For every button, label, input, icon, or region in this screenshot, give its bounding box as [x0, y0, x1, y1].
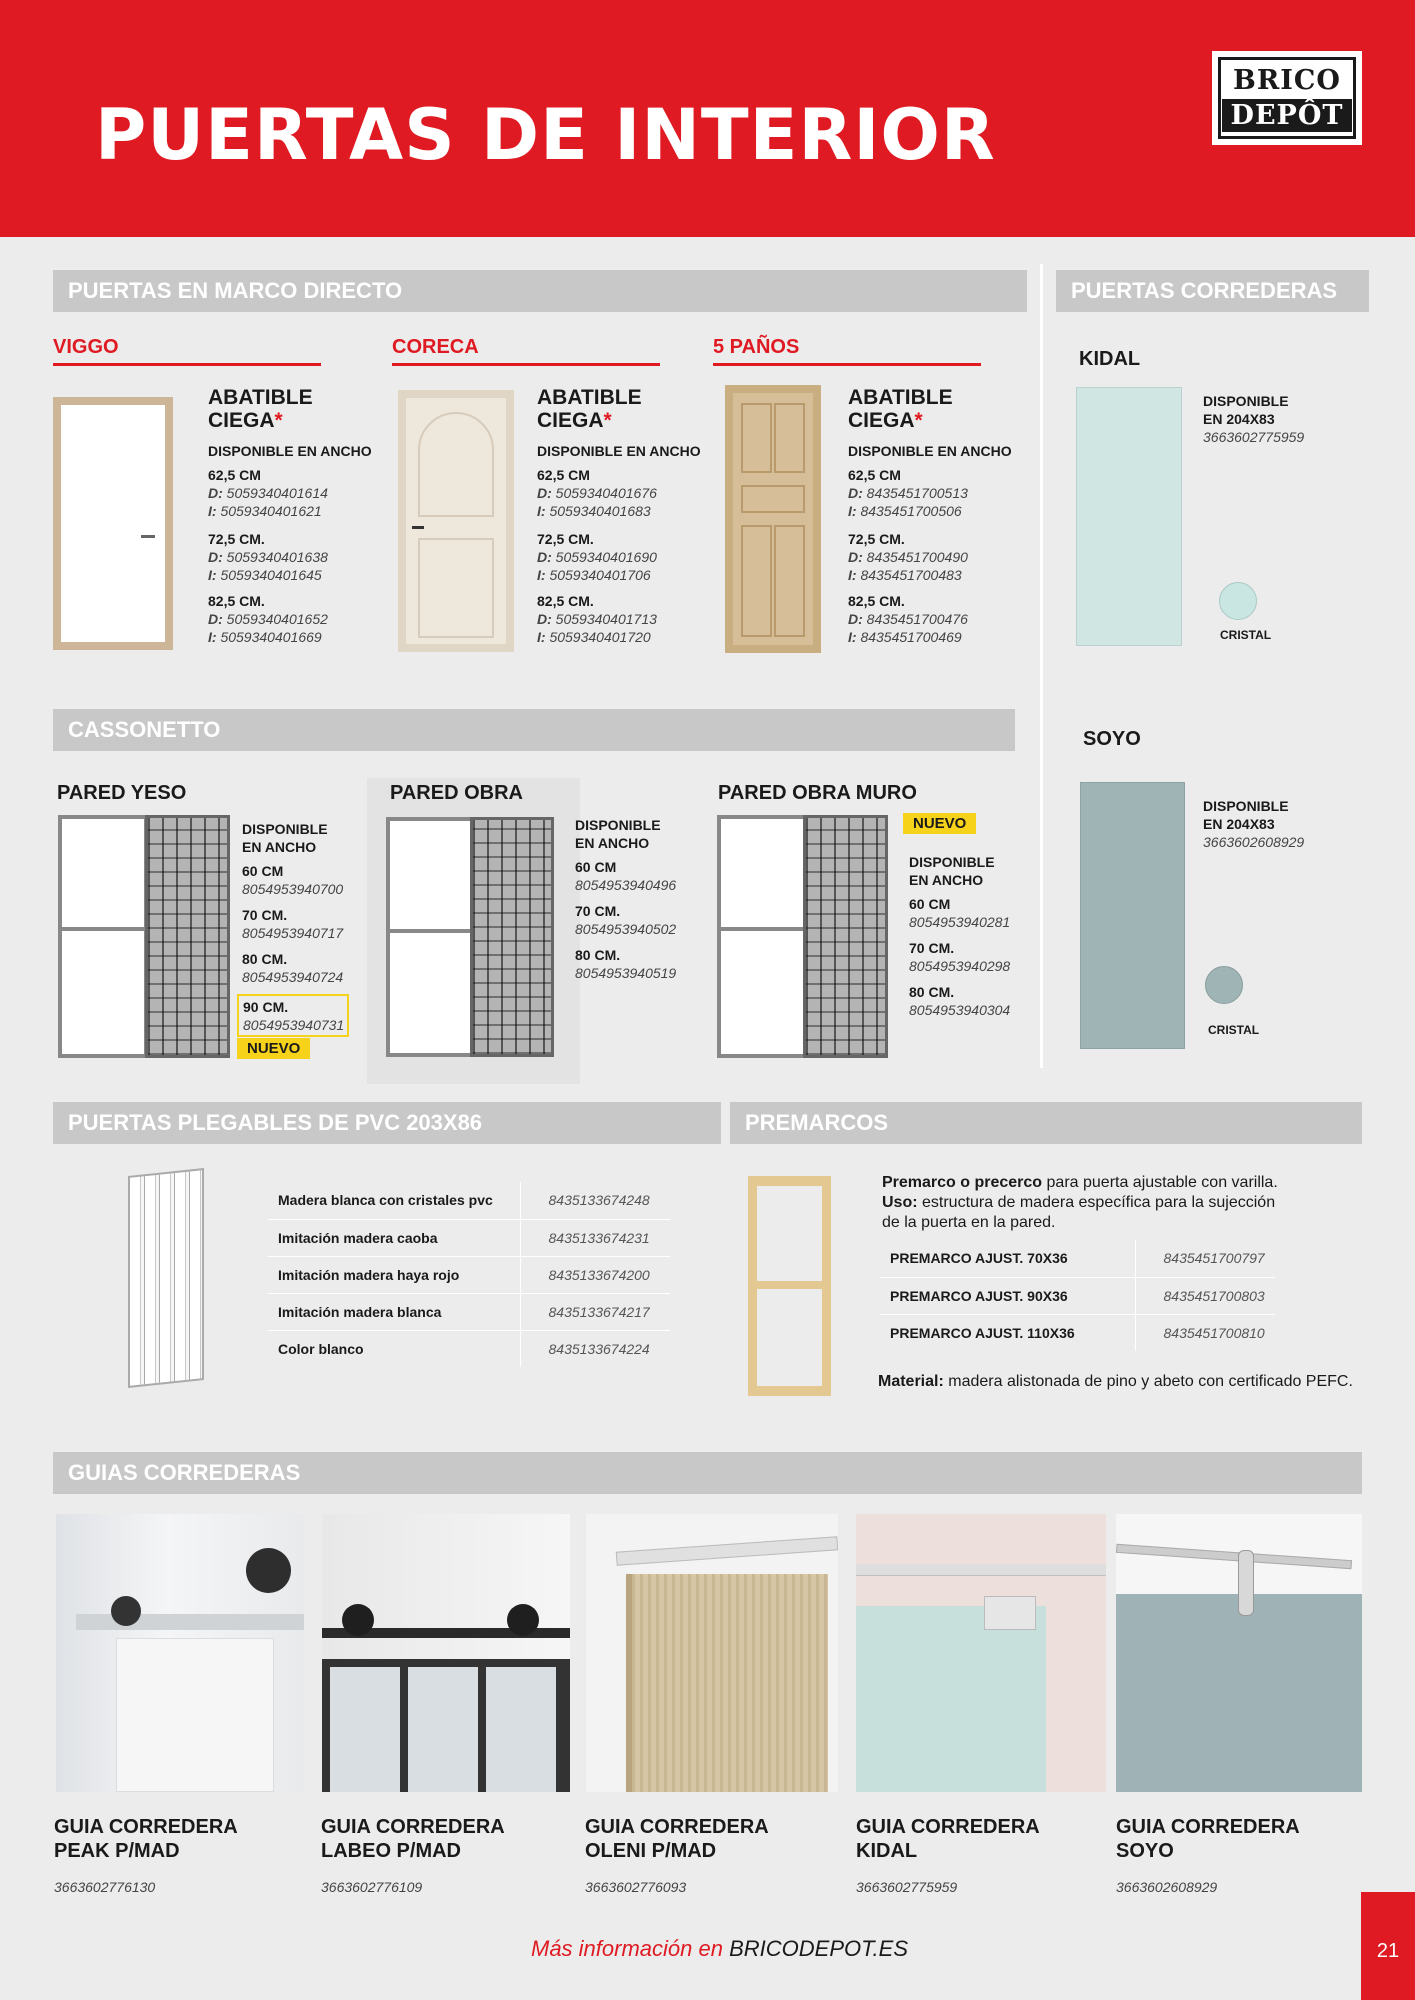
glass-door-soyo — [1080, 782, 1185, 1049]
cassonetto-info-pared-obra: DISPONIBLE EN ANCHO 60 CM 8054953940496 70 CM. 8054953940502 80 CM. 8054953940519 — [575, 817, 677, 981]
cassonetto-info-pared-obra-muro: DISPONIBLE EN ANCHO 60 CM 8054953940281 70 CM. 8054953940298 80 CM. 8054953940304 — [909, 854, 1011, 1018]
section-plegables: PUERTAS PLEGABLES DE PVC 203X86 — [53, 1102, 721, 1144]
cassonetto-name-pared-obra-muro: PARED OBRA MURO — [718, 782, 917, 804]
product-name-coreca: CORECA — [392, 333, 660, 366]
photo-guia-peak — [56, 1514, 304, 1792]
door-image-coreca — [398, 390, 514, 652]
swatch-label-soyo: CRISTAL — [1208, 1023, 1260, 1037]
frame-image-pared-obra-muro — [717, 815, 807, 1058]
product-info-5-panos: ABATIBLE CIEGA* DISPONIBLE EN ANCHO 62,5 CM D: 8435451700513 I: 8435451700506 72,5 CM. D: 8435451700490 I: 8435451700483 82,5 CM. D: 8435451700476 I: 8435451700469 — [848, 386, 1012, 645]
folding-door-image — [128, 1168, 204, 1388]
logo-line2: DEPÔT — [1222, 99, 1352, 132]
cassonetto-name-pared-yeso: PARED YESO — [57, 782, 187, 804]
corredera-info-soyo: DISPONIBLE EN 204X83 3663602608929 — [1203, 798, 1305, 850]
photo-guia-soyo — [1116, 1514, 1362, 1792]
guia-labeo: GUIA CORREDERA LABEO P/MAD 3663602776109 — [321, 1816, 505, 1895]
frame-image-pared-obra — [386, 817, 474, 1057]
guia-kidal: GUIA CORREDERA KIDAL 3663602775959 — [856, 1816, 1040, 1895]
premarcos-table — [880, 1240, 1275, 1351]
page-title: PUERTAS DE INTERIOR — [95, 94, 996, 176]
page-number: 21 — [1361, 1892, 1415, 2000]
frame-image-pared-yeso — [58, 815, 148, 1058]
product-name-5-panos: 5 PAÑOS — [713, 333, 981, 366]
table-row: Imitación madera caoba 8435133674231 — [268, 1219, 670, 1256]
highlight-90cm: 90 CM. 8054953940731 — [237, 994, 349, 1037]
swatch-cristal-kidal — [1219, 582, 1257, 620]
table-row: PREMARCO AJUST. 110X36 8435451700810 — [880, 1314, 1275, 1351]
premarco-description: Premarco o precerco para puerta ajustable con varilla. Uso: estructura de madera específica para la sujección de la puerta en la pared. — [882, 1174, 1278, 1231]
table-row: Color blanco 8435133674224 — [268, 1330, 670, 1367]
premarco-image — [748, 1176, 831, 1396]
photo-guia-labeo — [322, 1514, 570, 1792]
glass-door-kidal — [1076, 387, 1182, 646]
cassonetto-info-pared-yeso: DISPONIBLE EN ANCHO 60 CM 8054953940700 70 CM. 8054953940717 80 CM. 8054953940724 — [242, 821, 344, 985]
section-correderas: PUERTAS CORREDERAS — [1056, 270, 1369, 312]
swatch-label-kidal: CRISTAL — [1220, 628, 1272, 642]
section-marco-directo: PUERTAS EN MARCO DIRECTO — [53, 270, 1027, 312]
swatch-cristal-soyo — [1205, 966, 1243, 1004]
photo-guia-oleni — [586, 1514, 838, 1792]
door-image-5-panos — [725, 385, 821, 653]
nuevo-badge-yeso: NUEVO — [237, 1038, 310, 1059]
product-info-coreca: ABATIBLE CIEGA* DISPONIBLE EN ANCHO 62,5 CM D: 5059340401676 I: 5059340401683 72,5 CM. D: 5059340401690 I: 5059340401706 82,5 CM. D: 5059340401713 I: 5059340401720 — [537, 386, 701, 645]
nuevo-badge-muro: NUEVO — [903, 813, 976, 834]
premarco-material: Material: madera alistonada de pino y abeto con certificado PEFC. — [878, 1373, 1353, 1390]
corredera-name-soyo: SOYO — [1083, 728, 1141, 750]
guia-peak: GUIA CORREDERA PEAK P/MAD 3663602776130 — [54, 1816, 238, 1895]
corredera-info-kidal: DISPONIBLE EN 204X83 3663602775959 — [1203, 393, 1305, 445]
photo-guia-kidal — [856, 1514, 1106, 1792]
table-row: Madera blanca con cristales pvc 8435133674248 — [268, 1182, 670, 1219]
cassonetto-name-pared-obra: PARED OBRA — [390, 782, 523, 804]
corredera-name-kidal: KIDAL — [1079, 348, 1141, 370]
brico-depot-logo — [1212, 51, 1362, 145]
table-row: Imitación madera blanca 8435133674217 — [268, 1293, 670, 1330]
section-cassonetto: CASSONETTO — [53, 709, 1015, 751]
logo-line1: BRICO — [1233, 65, 1341, 96]
table-row: Imitación madera haya rojo 8435133674200 — [268, 1256, 670, 1293]
mesh-image-pared-obra-muro — [803, 815, 888, 1058]
plegables-table — [268, 1182, 670, 1367]
footer-more-info: Más información en BRICODEPOT.ES — [531, 1936, 908, 1961]
section-guias: GUIAS CORREDERAS — [53, 1452, 1362, 1494]
guia-soyo: GUIA CORREDERA SOYO 3663602608929 — [1116, 1816, 1300, 1895]
section-premarcos: PREMARCOS — [730, 1102, 1362, 1144]
column-divider — [1040, 264, 1043, 1068]
mesh-image-pared-yeso — [145, 815, 230, 1058]
table-row: PREMARCO AJUST. 90X36 8435451700803 — [880, 1277, 1275, 1314]
website-link[interactable]: BRICODEPOT.ES — [729, 1936, 908, 1961]
door-image-viggo — [53, 397, 173, 650]
table-row: PREMARCO AJUST. 70X36 8435451700797 — [880, 1240, 1275, 1277]
product-name-viggo: VIGGO — [53, 333, 321, 366]
mesh-image-pared-obra — [470, 817, 554, 1057]
product-info-viggo: ABATIBLE CIEGA* DISPONIBLE EN ANCHO 62,5 CM D: 5059340401614 I: 5059340401621 72,5 CM. D: 5059340401638 I: 5059340401645 82,5 CM. D: 5059340401652 I: 5059340401669 — [208, 386, 372, 645]
guia-oleni: GUIA CORREDERA OLENI P/MAD 3663602776093 — [585, 1816, 769, 1895]
